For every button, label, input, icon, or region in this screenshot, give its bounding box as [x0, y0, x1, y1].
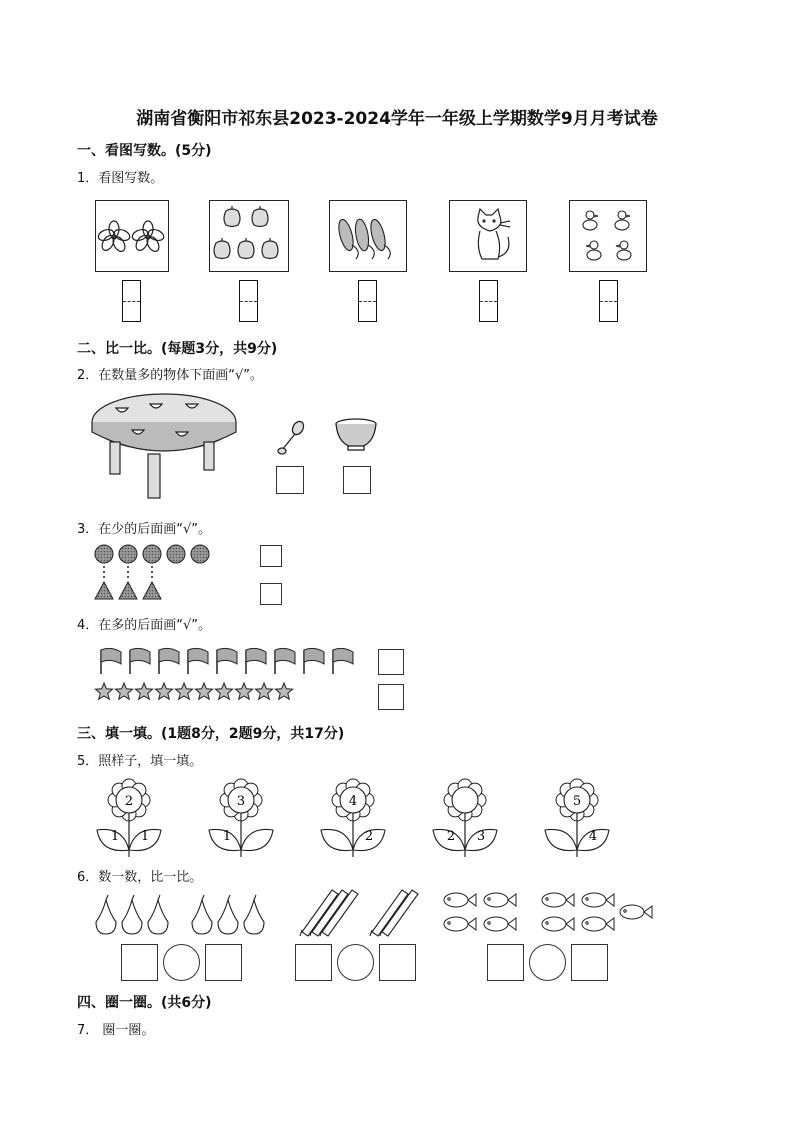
peppers-picture: [209, 200, 289, 272]
balls-triangles-row: [94, 544, 214, 604]
count-box-pencils-2[interactable]: [379, 944, 416, 981]
question-6: 6．数一数，比一比。: [77, 870, 203, 885]
fish-group-2: [540, 890, 660, 936]
flag-icon: [101, 648, 121, 674]
flag-icon: [159, 648, 179, 674]
pencils-group-1: [296, 888, 358, 938]
ducks-picture: [569, 200, 647, 272]
count-box-pencils-1[interactable]: [295, 944, 332, 981]
flag-icon: [188, 648, 208, 674]
pepper-icon: [210, 201, 288, 271]
count-box-fish-2[interactable]: [571, 944, 608, 981]
page-title: 湖南省衡阳市祁东县2023-2024学年一年级上学期数学9月月考试卷: [136, 109, 658, 129]
ball-icon: [95, 545, 113, 563]
check-box-bowl[interactable]: [343, 466, 371, 494]
answer-box-2[interactable]: [239, 280, 258, 322]
flower-top-number: 5: [572, 794, 582, 809]
star-icon: [275, 683, 292, 699]
count-box-pears-1[interactable]: [121, 944, 158, 981]
flags-row: [98, 646, 368, 676]
question-4: 4．在多的后面画“√”。: [77, 618, 212, 633]
number-flower: [543, 778, 615, 858]
section-2-heading: 二、比一比。(每题3分，共9分): [77, 341, 278, 357]
compare-circle-fish[interactable]: [529, 944, 566, 981]
pears-group-2: [190, 894, 270, 936]
number-flower: [319, 778, 391, 858]
flower-left-number: 1: [222, 829, 232, 844]
answer-box-3[interactable]: [358, 280, 377, 322]
flag-icon: [217, 648, 237, 674]
spoon-icon: [276, 420, 306, 456]
star-icon: [195, 683, 212, 699]
section-3-heading: 三、填一填。(1题8分，2题9分，共17分): [77, 726, 345, 742]
cat-icon: [450, 201, 526, 271]
flag-icon: [275, 648, 295, 674]
flower-icon: [96, 201, 168, 271]
star-icon: [115, 683, 132, 699]
triangle-icon: [95, 582, 113, 599]
flower-top-number: 3: [236, 794, 246, 809]
star-icon: [175, 683, 192, 699]
flag-icon: [304, 648, 324, 674]
duck-icon: [570, 201, 646, 271]
pencils-group-2: [366, 888, 418, 938]
star-icon: [235, 683, 252, 699]
check-box-flags[interactable]: [378, 649, 404, 675]
question-7: 7． 圈一圈。: [77, 1023, 155, 1038]
check-box-balls[interactable]: [260, 545, 282, 567]
section-4-heading: 四、圈一圈。(共6分): [77, 995, 212, 1011]
star-icon: [135, 683, 152, 699]
flower-right-number: 2: [364, 829, 374, 844]
check-box-stars[interactable]: [378, 684, 404, 710]
flower-left-number: 2: [446, 829, 456, 844]
answer-box-5[interactable]: [599, 280, 618, 322]
pears-group-1: [94, 894, 174, 936]
corn-icon: [330, 201, 406, 271]
stars-row: [94, 682, 304, 704]
compare-circle-pencils[interactable]: [337, 944, 374, 981]
flowers-picture: [95, 200, 169, 272]
question-2: 2．在数量多的物体下面画“√”。: [77, 368, 264, 383]
bowl-icon: [334, 418, 378, 452]
section-1-heading: 一、看图写数。(5分): [77, 143, 212, 159]
star-icon: [155, 683, 172, 699]
flower-top-number: 2: [124, 794, 134, 809]
check-box-triangles[interactable]: [260, 583, 282, 605]
flag-icon: [333, 648, 353, 674]
question-3: 3．在少的后面画“√”。: [77, 522, 212, 537]
flower-right-number: 1: [140, 829, 150, 844]
flower-left-number: 1: [110, 829, 120, 844]
question-1: 1．看图写数。: [77, 171, 164, 186]
fish-group-1: [442, 890, 522, 936]
star-icon: [215, 683, 232, 699]
answer-box-1[interactable]: [122, 280, 141, 322]
number-flower: [207, 778, 279, 858]
check-box-spoon[interactable]: [276, 466, 304, 494]
number-flower: [95, 778, 167, 858]
count-box-fish-1[interactable]: [487, 944, 524, 981]
question-5: 5．照样子，填一填。: [77, 754, 203, 769]
answer-box-4[interactable]: [479, 280, 498, 322]
star-icon: [95, 683, 112, 699]
cat-picture: [449, 200, 527, 272]
flower-right-number: 3: [476, 829, 486, 844]
corn-picture: [329, 200, 407, 272]
count-box-pears-2[interactable]: [205, 944, 242, 981]
flower-top-number: 4: [348, 794, 358, 809]
table-illustration: [90, 392, 240, 502]
compare-circle-pears[interactable]: [163, 944, 200, 981]
star-icon: [255, 683, 272, 699]
flower-right-number: 4: [588, 829, 598, 844]
flag-icon: [130, 648, 150, 674]
number-flower: [431, 778, 503, 858]
flag-icon: [246, 648, 266, 674]
